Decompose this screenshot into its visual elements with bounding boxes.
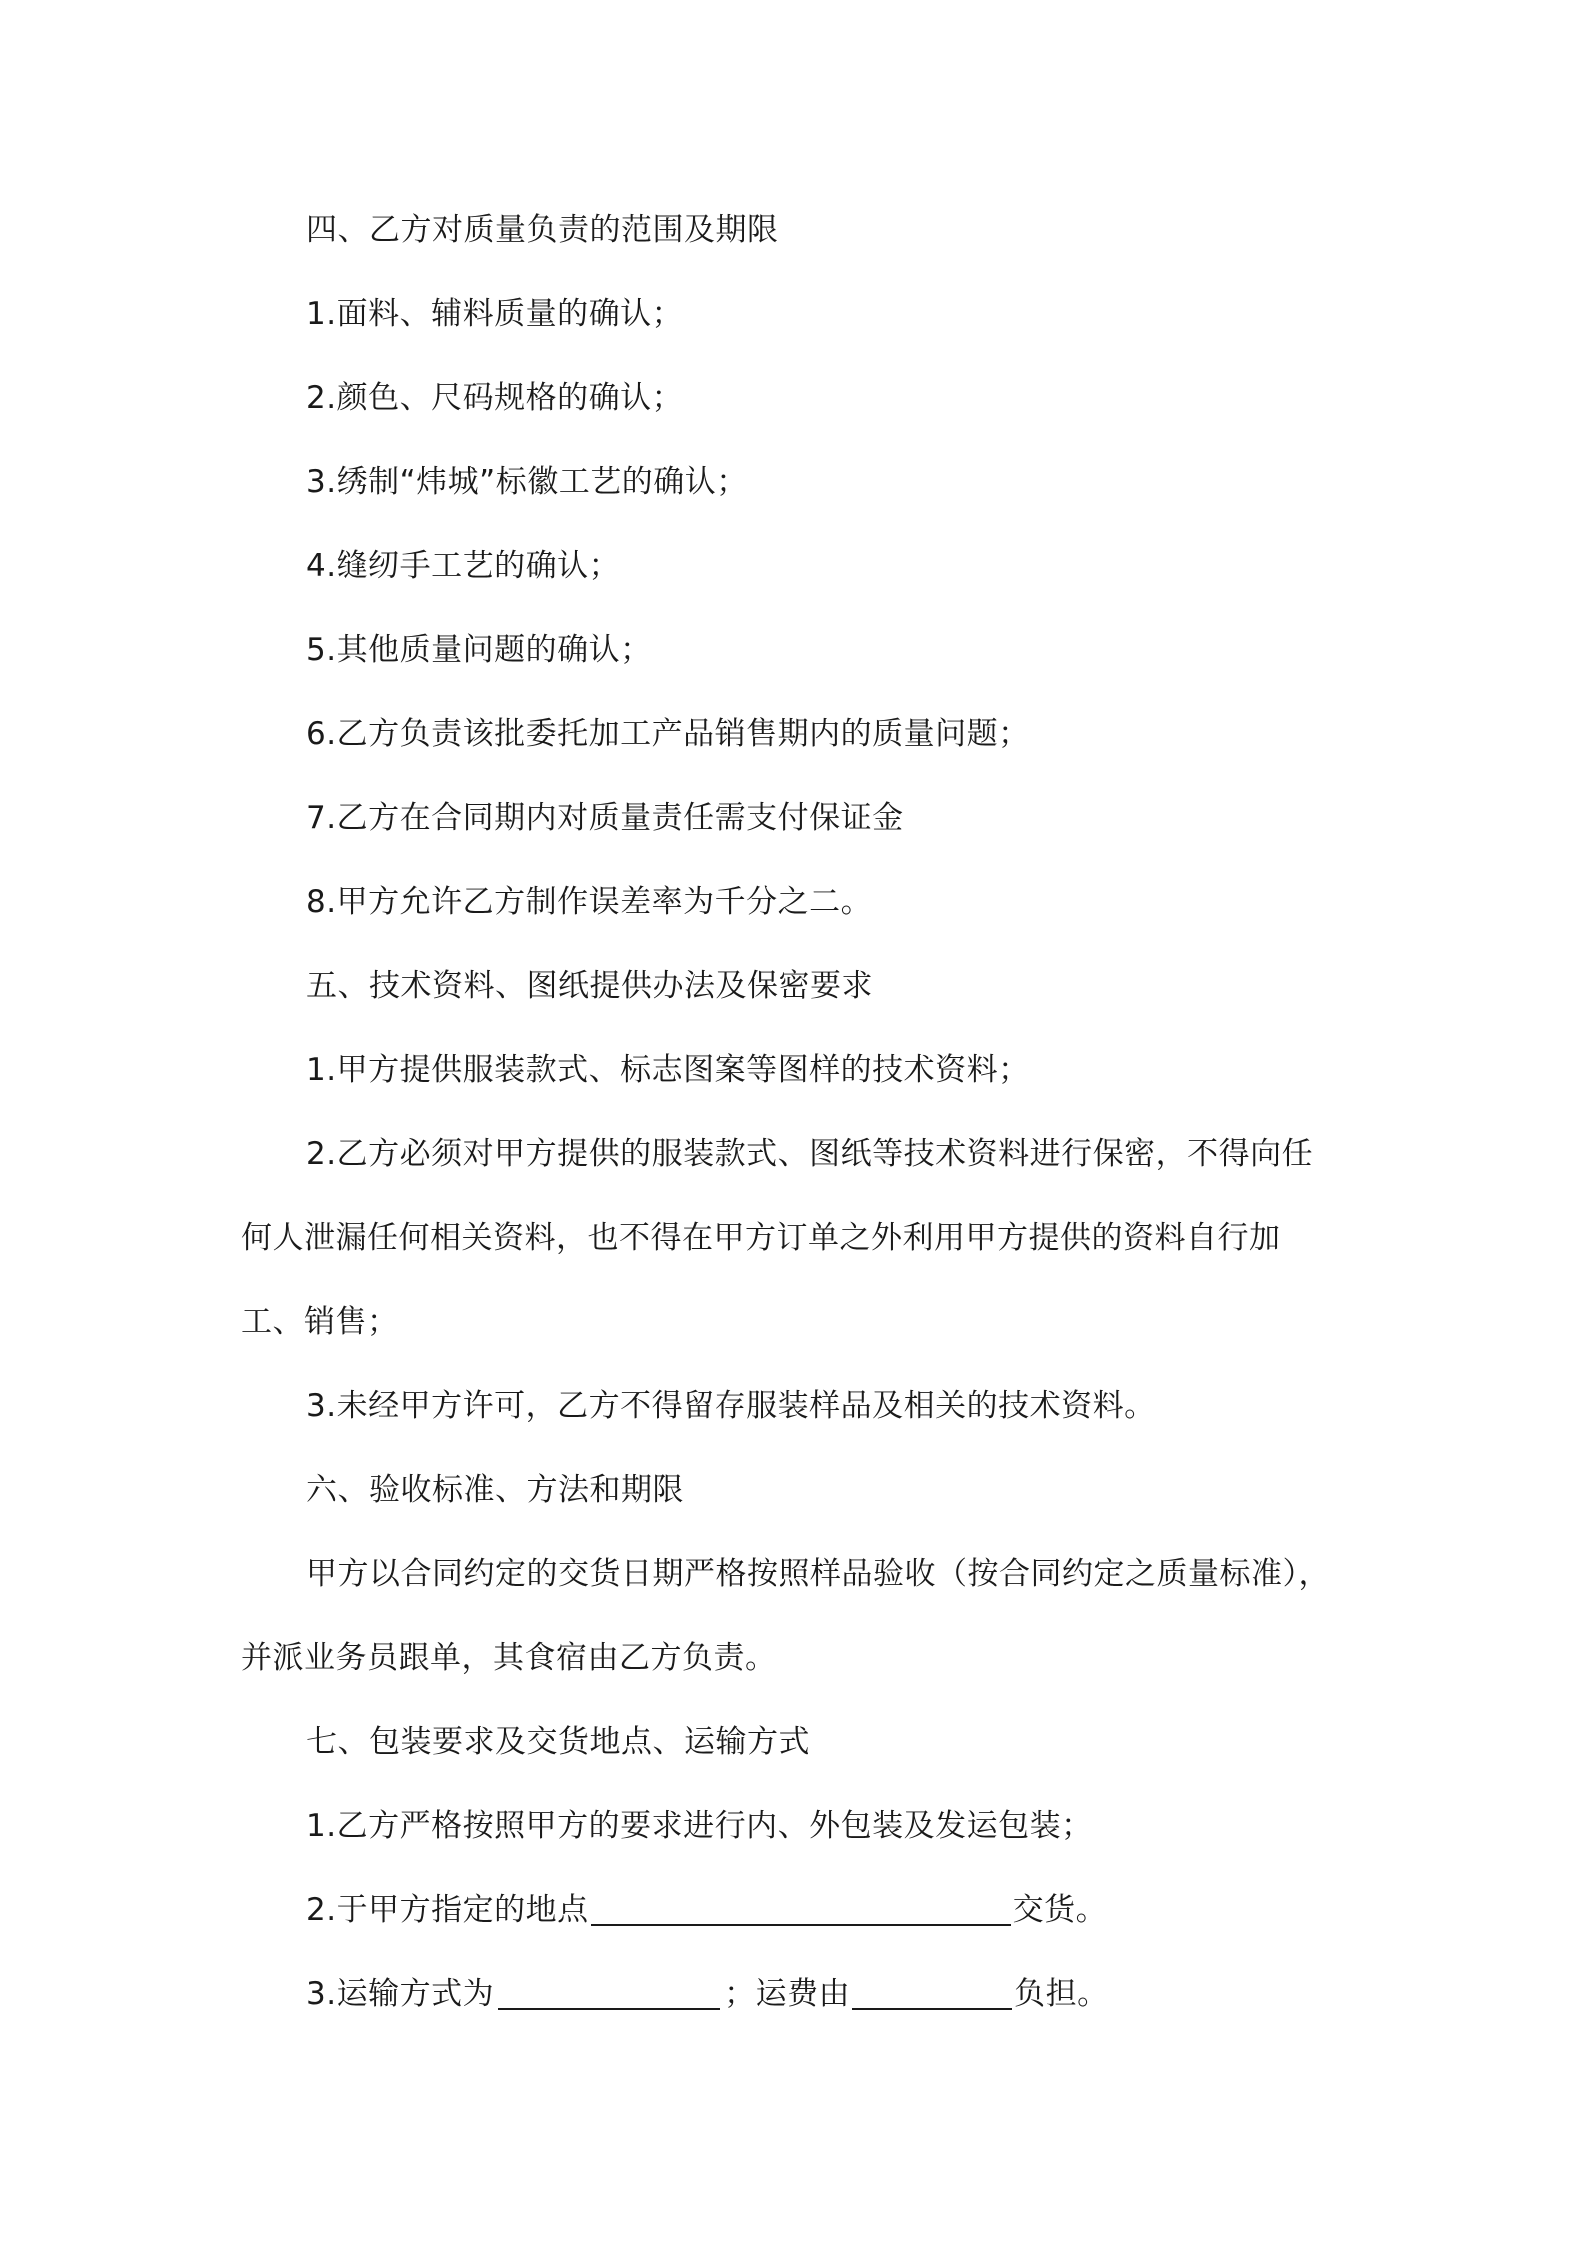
section-4-item-8: 8.甲方允许乙方制作误差率为千分之二。: [306, 884, 873, 920]
section-7-heading: 七、包装要求及交货地点、运输方式: [306, 1724, 810, 1760]
section-4-item-1: 1.面料、辅料质量的确认；: [306, 296, 684, 332]
transport-mode-label: 3.运输方式为: [306, 1976, 495, 2012]
section-4-item-4: 4.缝纫手工艺的确认；: [306, 548, 621, 584]
section-6-heading: 六、验收标准、方法和期限: [306, 1472, 684, 1508]
delivery-location-label: 2.于甲方指定的地点: [306, 1892, 589, 1928]
section-4-item-6: 6.乙方负责该批委托加工产品销售期内的质量问题；: [306, 716, 1030, 752]
section-5-item-1: 1.甲方提供服装款式、标志图案等图样的技术资料；: [306, 1052, 1030, 1088]
freight-payer-blank: [852, 1974, 1012, 2010]
section-7-item-1: 1.乙方严格按照甲方的要求进行内、外包装及发运包装；: [306, 1808, 1093, 1844]
delivery-suffix: 交货。: [1012, 1892, 1108, 1928]
freight-label: ；运费由: [724, 1976, 851, 2012]
section-4-heading: 四、乙方对质量负责的范围及期限: [306, 212, 779, 248]
transport-mode-blank: [498, 1974, 720, 2010]
delivery-location-blank: [591, 1890, 1011, 1926]
section-5-item-2-line-1: 2.乙方必须对甲方提供的服装款式、图纸等技术资料进行保密，不得向任: [306, 1136, 1314, 1172]
section-4-item-3: 3.绣制“炜城”标徽工艺的确认；: [306, 464, 748, 500]
section-4-item-2: 2.颜色、尺码规格的确认；: [306, 380, 684, 416]
section-5-heading: 五、技术资料、图纸提供办法及保密要求: [306, 968, 873, 1004]
section-5-item-3: 3.未经甲方许可，乙方不得留存服装样品及相关的技术资料。: [306, 1388, 1156, 1424]
section-7-item-3: [306, 1974, 1356, 2014]
section-6-paragraph-line-1: 甲方以合同约定的交货日期严格按照样品验收（按合同约定之质量标准），: [306, 1556, 1330, 1592]
section-4-item-7: 7.乙方在合同期内对质量责任需支付保证金: [306, 800, 904, 836]
freight-suffix: 负担。: [1014, 1976, 1109, 2012]
section-7-item-2: [306, 1890, 1356, 1930]
section-5-item-2-line-2: 何人泄漏任何相关资料，也不得在甲方订单之外利用甲方提供的资料自行加: [241, 1220, 1281, 1256]
section-4-item-5: 5.其他质量问题的确认；: [306, 632, 652, 668]
section-6-paragraph-line-2: 并派业务员跟单，其食宿由乙方负责。: [241, 1640, 777, 1676]
section-5-item-2-line-3: 工、销售；: [241, 1304, 399, 1340]
